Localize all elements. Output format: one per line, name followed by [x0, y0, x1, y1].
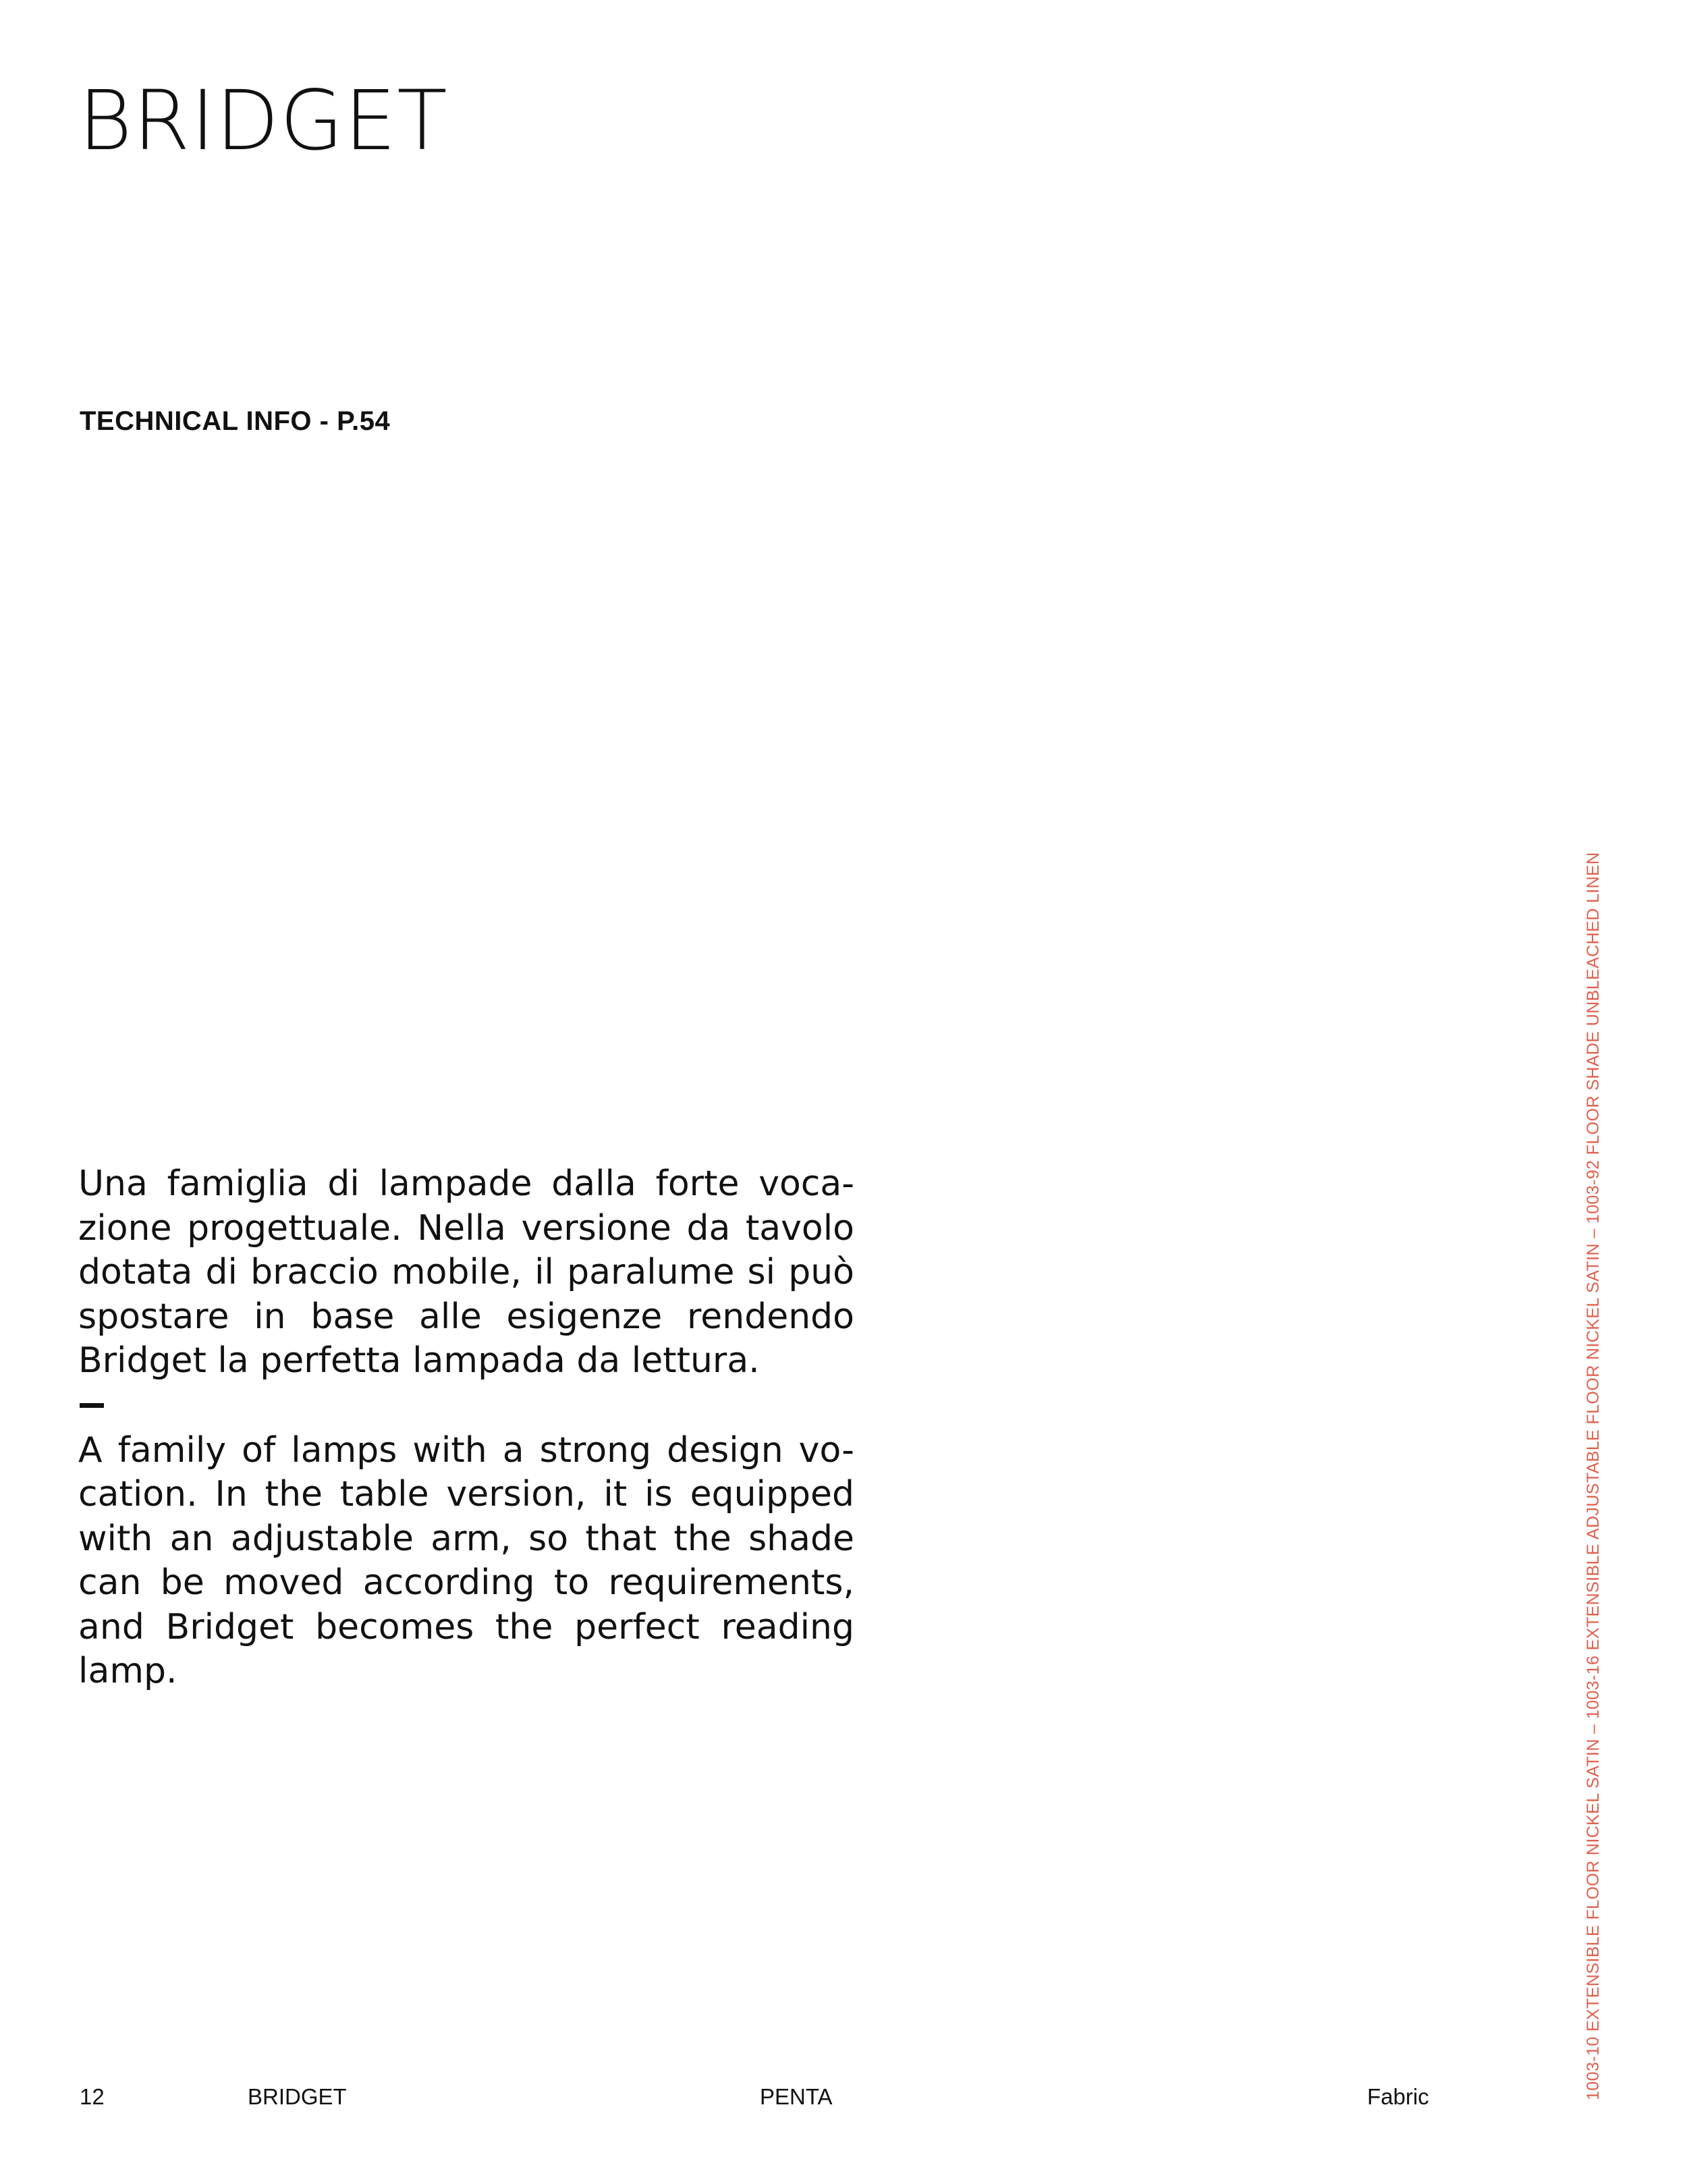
footer-page-number: 12: [80, 2084, 105, 2109]
page-title: BRIDGET: [78, 73, 448, 169]
footer-brand: PENTA: [760, 2084, 833, 2109]
technical-info-reference: TECHNICAL INFO - P.54: [80, 406, 391, 436]
description-italian: Una famiglia di lampade dalla forte voca-zione progettuale. Nella versione da tavolo dotata di braccio mobile, il paralume si può spostare in base alle esigenze rendendo Bridget la perfetta lampada da lettura.: [78, 1164, 854, 1381]
footer-material: Fabric: [1367, 2084, 1429, 2109]
language-separator-dash: [80, 1403, 104, 1408]
description-block: [78, 1162, 854, 1694]
product-codes-caption: 1003-10 EXTENSIBLE FLOOR NICKEL SATIN – 1003-16 EXTENSIBLE ADJUSTABLE FLOOR NICKEL SATIN – 1003-92 FLOOR SHADE UNBLEACHED LINEN: [1584, 852, 1603, 2100]
footer-product-name: BRIDGET: [248, 2084, 347, 2109]
description-english: A family of lamps with a strong design vo-cation. In the table version, it is equipped with an adjustable arm, so that the shade can be moved according to requirements, and Bridget becomes the perfect reading lamp.: [78, 1429, 854, 1691]
